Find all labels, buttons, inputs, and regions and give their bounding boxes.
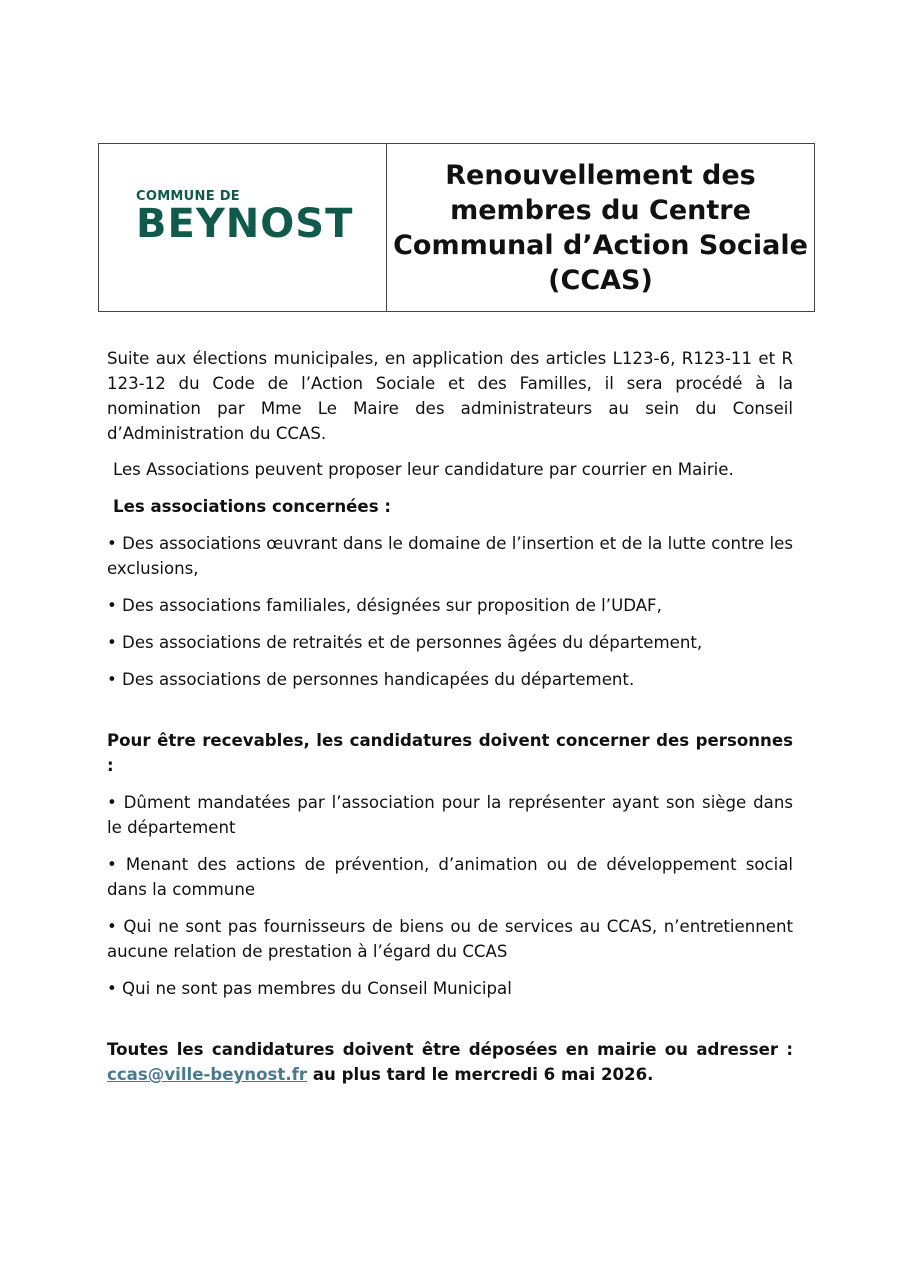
logo-cell <box>99 144 387 311</box>
final-text-before: Toutes les candidatures doivent être déposées en mairie ou adresser : <box>107 1040 793 1059</box>
list-item: • Qui ne sont pas membres du Conseil Municipal <box>107 979 512 998</box>
page-title: Renouvellement des membres du Centre Communal d’Action Sociale (CCAS) <box>393 159 808 296</box>
email-link[interactable]: ccas@ville-beynost.fr <box>107 1065 308 1084</box>
header-table <box>98 143 815 312</box>
list-item: • Des associations de personnes handicapées du département. <box>107 670 635 689</box>
beynost-logo <box>136 189 354 247</box>
associations-heading: Les associations concernées : <box>113 497 391 516</box>
list-item: • Dûment mandatées par l’association pour la représenter ayant son siège dans le département <box>107 793 793 837</box>
list-item: • Des associations de retraités et de personnes âgées du département, <box>107 633 703 652</box>
list-item: • Qui ne sont pas fournisseurs de biens ou de services au CCAS, n’entretiennent aucune relation de prestation à l’égard du CCAS <box>107 917 793 961</box>
logo-top-text: COMMUNE DE <box>136 189 240 204</box>
associations-note: Les Associations peuvent proposer leur candidature par courrier en Mairie. <box>113 460 734 479</box>
document-body <box>107 346 793 1087</box>
title-cell <box>387 144 814 311</box>
criteria-heading: Pour être recevables, les candidatures doivent concerner des personnes : <box>107 731 793 775</box>
list-item: • Menant des actions de prévention, d’animation ou de développement social dans la commune <box>107 855 793 899</box>
intro-paragraph: Suite aux élections municipales, en application des articles L123-6, R123-11 et R 123-12 du Code de l’Action Sociale et des Familles, il sera procédé à la nomination par Mme Le Maire des administrateurs au sein du Conseil d’Administration du CCAS. <box>107 349 793 443</box>
logo-main-text: BEYNOST <box>136 201 354 247</box>
final-text-after: au plus tard le mercredi 6 mai 2026. <box>307 1065 654 1084</box>
list-item: • Des associations familiales, désignées sur proposition de l’UDAF, <box>107 596 662 615</box>
list-item: • Des associations œuvrant dans le domaine de l’insertion et de la lutte contre les exclusions, <box>107 534 793 578</box>
final-notice <box>107 1037 793 1087</box>
